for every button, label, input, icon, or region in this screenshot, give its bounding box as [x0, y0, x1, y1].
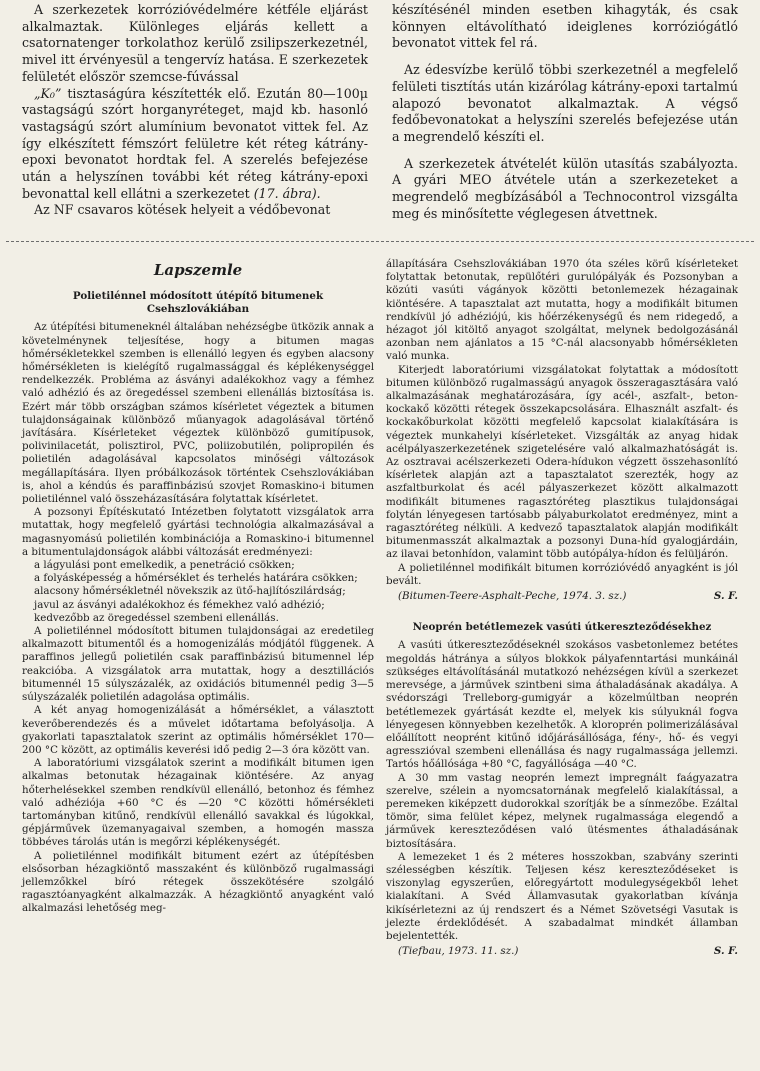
paragraph: A pozsonyi Építéskutató Intézetben folytatott vizsgálatok arra mutattak, hogy megfelelő gyártási technológia alkalmazásával a magasnyomású polietilén kombinációja a Romaskino-i bitumennel a bitumentulajdonságok alábbi változását eredményezi: — [22, 506, 374, 558]
paragraph: Az édesvízbe kerülő többi szerkezetnél a megfelelő felületi tisztítás után kizárólag kátrány-epoxi tartalmú alapozó bevonatot alkalmaztak. A végső fedőbevonatokat a helyszíni szerelés befejezése után a megrendelő készíti el. — [392, 62, 738, 144]
source-citation — [386, 590, 738, 603]
bottom-right-column — [386, 258, 738, 1066]
list-item: kedvezőbb az öregedéssel szembeni ellenállás. — [34, 611, 279, 624]
list-item: a lágyulási pont emelkedik, a penetráció csökken; — [34, 559, 295, 572]
paragraph: A polietilénnel módosított bitumen tulajdonságai az eredetileg alkalmazott bitumentől és a homogenizálás módjától függenek. A paraffinos jellegű polietilén csak paraffinbázisú bitumennel lép reakcióba. A vizsgálatok arra mutattak, hogy a desztillációs bitumennél 15 súlyszázalék, az oxidációs bitumennél pedig 3—5 súlyszázalék polietilén adagolása optimális. — [22, 625, 374, 704]
paragraph: A két anyag homogenizálását a hőmérséklet, a választott keverőberendezés és a művelet időtartama befolyásolja. A gyakorlati tapasztalatok szerint az optimális hőmérséklet 170—200 °C között, az optimális keverési idő pedig 2—3 óra között van. — [22, 704, 374, 756]
bottom-left-column — [22, 258, 374, 1066]
source-reference: (Bitumen-Teere-Asphalt-Peche, 1974. 3. sz.) — [398, 590, 627, 603]
paragraph: Az útépítési bitumeneknél általában nehézségbe ütközik annak a követelménynek teljesítése, hogy a bitumen magas hőmérsékletekkel szemben is ellenálló legyen és egyben alacsony hőmérsékleten is kielégítő rugalmassággal és képlékenységgel rendelkezzék. Probléma az ásványi adalékokhoz vagy a fémhez való adhézió és az öregedéssel szembeni ellenállás biztosítása is. Ezért már több országban számos kísérletet végeztek a bitumen tulajdonságainak különböző műanyagok adagolásával történő javítására. Kísérleteket végeztek különböző gumitípusok, polivinilacetát, polisztirol, PVC, poliizobutilén, polipropilén és polietilén adagolásával kapcsolatos minőségi változások megállapítására. Ilyen próbálkozások történtek Csehszlovákiában is, ahol a kéndús és paraffinbázisú szovjet Romaskino-i bitumen polietilénnel való összeházasítására folytattak kísérletet. — [22, 321, 374, 506]
paragraph: állapítására Csehszlovákiában 1970 óta széles körű kísérleteket folytattak betonutak, repülőtéri gurulópályák és Pozsonyban a közúti vasúti vágányok közötti betonlemezek hézagainak kiöntésére. A tapasztalat azt mutatta, hogy a modifikált bitumen rendkívül jó adhéziójú, kis hőérzékenységű és nem ridegedő, a hézagot jól kitöltő anyagot szolgáltat, melynek bedolgozásánál azonban nem ajánlatos a 15 °C-nál alacsonyabb hőmérsékleten való munka. — [386, 258, 738, 363]
paragraph: A vasúti útkereszteződéseknél szokásos vasbetonlemez betétes megoldás hátránya a súlyos blokkok pályafenntartási munkáinál szükséges eltávolításánál mutatkozó nehézségen kívül a szerkezet merevsége, a járművek szintbeni sima áthaladásának akadálya. A svédországi Trelleborg-gumigyár a közelmúltban neoprén betétlemezek gyártását kezdte el, melyek kis súlyuknál fogva lényegesen könnyebben kezelhetők. A kloroprén polimerizálásával előállított neoprént kitűnő időjárásállósága, fény-, hő- és vegyi agresszióval szembeni ellenállása és nagy rugalmassága jellemzi. Tartós hőállósága +80 °C, fagyállósága —40 °C. — [386, 639, 738, 771]
paragraph: A laboratóriumi vizsgálatok szerint a modifikált bitumen igen alkalmas betonutak hézagainak kiöntésére. Az anyag hőterhelésekkel szemben rendkívül ellenálló, betonhoz és fémhez való adhéziója +60 °C és —20 °C közötti hőmérsékleti tartományban kitűnő, rendkívül ellenálló savakkal és lúgokkal, gépjárművek üzemanyagaival szemben, a homogén massza többéves tárolás után is megőrzi képlékenységét. — [22, 757, 374, 849]
paragraph: A polietilénnel modifikált bitument ezért az útépítésben elsősorban hézagkiöntő masszaként és különböző rugalmassági jellemzőkkel bíró rétegek összekötésére szolgáló ragasztóanyagként alkalmazzák. A hézagkiöntő anyagként való alkalmazási lehetőség meg- — [22, 849, 374, 915]
article-title: Neoprén betétlemezek vasúti útkereszteződésekhez — [412, 621, 712, 634]
paragraph: A lemezeket 1 és 2 méteres hosszokban, szabvány szerinti szélességben készítik. Teljesen kész kereszteződéseket is viszonylag egyszerűen, előregyártott modulegységekből lehet kialakítani. A Svéd Államvasutak gyakorlatban kívánja kikísérletezni az új rendszert és a Német Szövetségi Vasutak is jelezte érdeklődését. A szabadalmat mindkét államban bejelentették. — [386, 850, 738, 942]
list-item: a folyásképesség a hőmérséklet és terhelés határára csökken; — [34, 572, 358, 585]
bottom-section — [22, 258, 738, 1066]
paragraph: A szerkezetek átvételét külön utasítás szabályozta. A gyári MEO átvétele után a szerkezeteket a megrendelő megbízásából a Technocontrol vizsgálta meg és minősítette véglegesen átvettnek. — [392, 155, 738, 221]
paragraph: A polietilénnel modifikált bitumen korrózióvédő anyagként is jól bevált. — [386, 561, 738, 587]
section-divider — [6, 241, 754, 242]
text-run: tisztaságúra készítették elő. Ezután 80—100μ vastagságú szórt horganyréteget, majd kb. hasonló vastagságú szórt alumínium bevonatot vittek fel. Az így elkészített fémszórt felületre két réteg kátrány-epoxi bevonatot hordtak fel. A szerelés befejezése után a helyszínen további két réteg kátrány-epoxi bevonattal kell ellátni a szerkezetet — [22, 85, 368, 201]
text-run: (17. ábra). — [253, 185, 321, 201]
paragraph — [22, 86, 368, 203]
list-item: alacsony hőmérsékletnél növekszik az ütő-hajlítószilárdság; — [34, 585, 346, 598]
top-left-column — [22, 2, 368, 240]
paragraph: Kiterjedt laboratóriumi vizsgálatokat folytattak a módosított bitumen különböző rugalmasságú anyagok összeragasztására való alkalmazásának meghatározására, így acél-, aszfalt-, beton-kockakő közötti rétegek összekapcsolására. Elhasznált aszfalt- és kockakőburkolat közötti megfelelő kapcsolat kialakítására is végeztek munkahelyi kísérleteket. Vizsgálták az anyag hidak acélpályaszerkezetének szigetelésére való alkalmazhatóságát is. Az osztravai acélszerkezeti Odera-hídukon végzett összehasonlító kísérletek alapján azt a tapasztalatot szerezték, hogy az aszfaltburkolat és acél pályaszerkezet között alkalmazott modifikált bitumenes ragasztóréteg plasztikus tulajdonságai folytán lényegesen tartósabb pályaburkolatot eredményez, mint a ragasztóréteg nélküli. A kedvező tapasztalatok alapján modifikált bitumenmasszát alkalmaztak a pozsonyi Duna-híd gyalogjárdáin, az ilavai betonhídon, valamint több autópálya-hídon és felüljárón. — [386, 363, 738, 561]
list-item: javul az ásványi adalékokhoz és fémekhez való adhézió; — [34, 598, 325, 611]
top-right-column — [392, 2, 738, 240]
paragraph: készítésénél minden esetben kihagyták, és csak könnyen eltávolítható ideiglenes korróziógátló bevonatot vittek fel rá. — [392, 2, 738, 51]
paragraph: A szerkezetek korrózióvédelmére kétféle eljárást alkalmaztak. Különleges eljárás kellett a csatornatenger torkolathoz kerülő zsilipszerkezetnél, mivel itt érvényesül a tengervíz hatása. E szerkezetek felületét először szemcse-fúvással — [22, 2, 368, 84]
paragraph: Az NF csavaros kötések helyeit a védőbevonat — [34, 202, 331, 218]
top-section — [22, 2, 738, 240]
paragraph: A 30 mm vastag neoprén lemezt impregnált faágyazatra szerelve, szélein a nyomcsatornának megfelelő kialakítással, a peremeken kiképzett dudorokkal szorítják be a sínmezőbe. Ezáltal tömör, sima felület képez, melynek rugalmassága elegendő a járművek kereszteződésen való ütésmentes áthaladásának biztosítására. — [386, 771, 738, 850]
author-initials: S. F. — [713, 945, 738, 958]
author-initials: S. F. — [713, 590, 738, 603]
source-citation — [386, 945, 738, 958]
article-title: Polietilénnel módosított útépítő bitumenek Csehszlovákiában — [72, 290, 324, 316]
source-reference: (Tiefbau, 1973. 11. sz.) — [398, 945, 519, 958]
text-run: „K₀” — [34, 85, 62, 101]
section-title: Lapszemle — [153, 261, 243, 279]
